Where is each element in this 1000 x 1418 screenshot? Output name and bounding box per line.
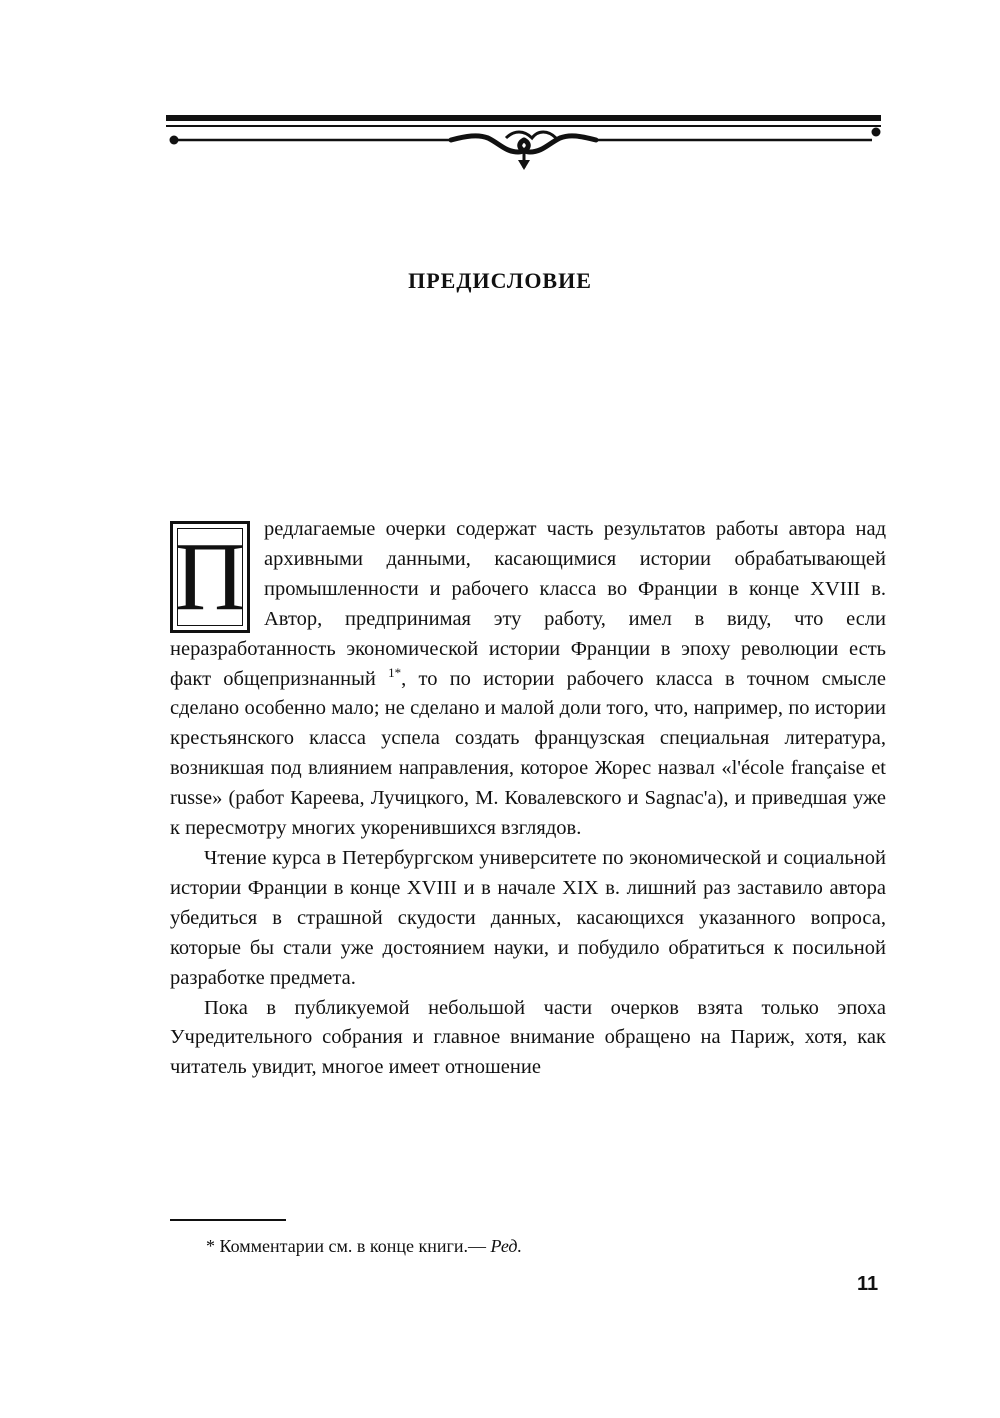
- note-reference: 1*: [388, 664, 402, 680]
- page-number: 11: [857, 1273, 879, 1295]
- paragraph-1-rest: , то по истории рабочего класса в точном смысле сделано особенно мало; не сделано и малой доли того, что, например, по истории крестьянского класса успела создать французская специальная литература, возникшая под влиянием направления, которое Жорес назвал «l'école française et russe» (работ Кареева, Лучицкого, М. Ковалевского и Sagnac'a), и приведшая уже к пересмотру многих укоренившихся взглядов.: [170, 667, 886, 840]
- paragraph-2: Чтение курса в Петербургском университете по экономической и социальной истории Франции в конце XVIII и в начале XIX в. лишний раз заставило автора убедиться в страшной скудости данных, касающихся указанного вопроса, которые бы стали уже достоянием науки, и побудило обратиться к посильной разработке предмета.: [170, 846, 886, 989]
- footnote-divider: [170, 1219, 286, 1221]
- page-title: ПРЕДИСЛОВИЕ: [408, 268, 592, 293]
- drop-cap-letter: П: [174, 523, 246, 631]
- paragraph-3: Пока в публикуемой небольшой части очерков взята только эпоха Учредительного собрания и главное внимание обращено на Париж, хотя, как читатель увидит, многое имеет отношение: [170, 996, 886, 1079]
- footnote-text: * Комментарии см. в конце книги.—: [206, 1236, 487, 1256]
- paragraph-1-lead: редлагаемые очерки содержат часть результатов работы автора над архивными данными, касающимися истории обрабатывающей промышленности и рабочего класса во Франции в конце XVIII в. Автор, предпринимая эту работу, имел в виду, что если неразработанность экономической истории Франции в эпоху революции есть факт общепризнанный: [170, 518, 886, 690]
- footnote-editor: Ред.: [490, 1236, 523, 1256]
- drop-cap: [170, 521, 250, 633]
- footnote: [206, 1236, 522, 1257]
- main-text: [170, 515, 886, 1083]
- ornamental-header-icon: [166, 110, 884, 174]
- paragraph-1: [170, 515, 886, 844]
